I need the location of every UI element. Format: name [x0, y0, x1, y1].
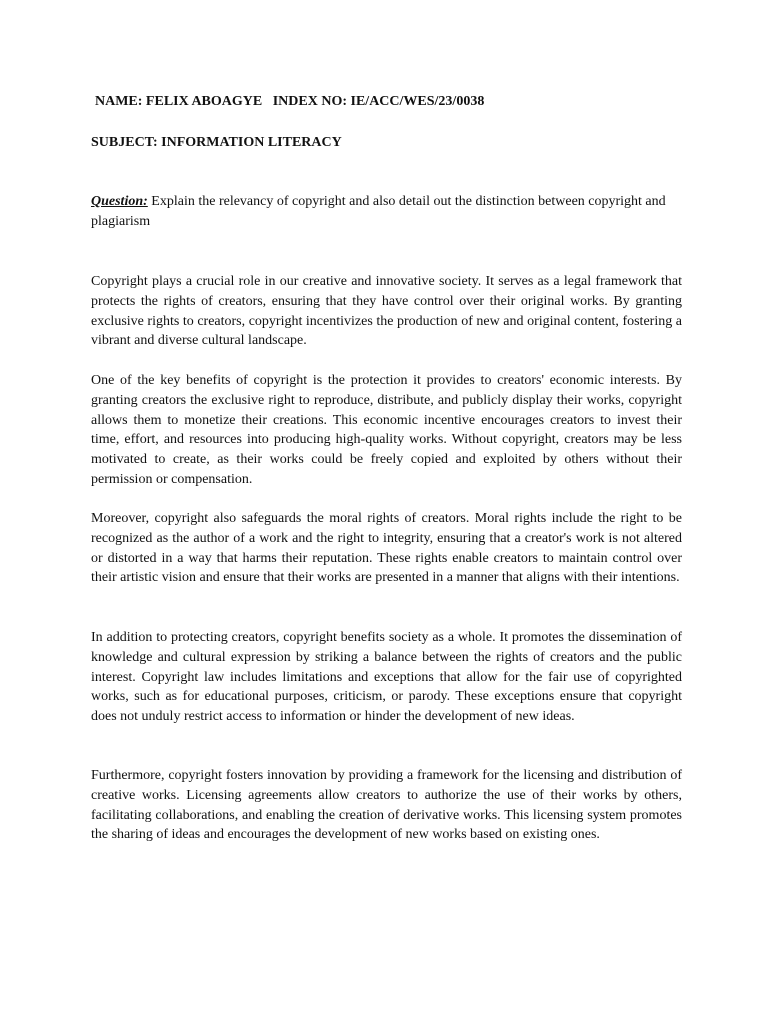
question-label: Question:	[91, 194, 148, 209]
paragraph-intro: Copyright plays a crucial role in our creative and innovative society. It serves as a legal framework that protects the rights of creators, ensuring that they have control over their original works. By granting exclusive rights to creators, copyright incentivizes the production of new and original content, fostering a vibrant and diverse cultural landscape.	[91, 274, 682, 349]
paragraph-innovation: Furthermore, copyright fosters innovation by providing a framework for the licensing and distribution of creative works. Licensing agreements allow creators to authorize the use of their works by others, facilitating collaborations, and enabling the creation of derivative works. This licensing system promotes the sharing of ideas and encourages the development of new works based on existing ones.	[91, 768, 682, 843]
paragraph-economic-rights: One of the key benefits of copyright is the protection it provides to creators' economic interests. By granting creators the exclusive right to reproduce, distribute, and publicly display their works, copyright allows them to monetize their creations. This economic incentive encourages creators to invest their time, effort, and resources into producing high-quality works. Without copyright, creators may be less motivated to create, as their works could be freely copied and exploited by others without their permission or compensation.	[91, 373, 682, 487]
question-text: Explain the relevancy of copyright and also detail out the distinction between copyright and plagiarism	[91, 194, 666, 229]
paragraph-society-benefits: In addition to protecting creators, copyright benefits society as a whole. It promotes the dissemination of knowledge and cultural expression by striking a balance between the rights of creators and the public interest. Copyright law includes limitations and exceptions that allow for the fair use of copyrighted works, such as for educational purposes, criticism, or parody. These exceptions ensure that copyright does not unduly restrict access to information or hinder the development of new ideas.	[91, 630, 682, 725]
question-block	[91, 192, 683, 232]
subject-line: SUBJECT: INFORMATION LITERACY	[91, 135, 342, 150]
paragraph-moral-rights: Moreover, copyright also safeguards the moral rights of creators. Moral rights include the right to be recognized as the author of a work and the right to integrity, ensuring that a creator's work is not altered or distorted in a way that harms their reputation. These rights enable creators to maintain control over their artistic vision and ensure that their works are presented in a manner that aligns with their intentions.	[91, 511, 682, 586]
name-index-line: NAME: FELIX ABOAGYE INDEX NO: IE/ACC/WES/23/0038	[95, 94, 485, 109]
